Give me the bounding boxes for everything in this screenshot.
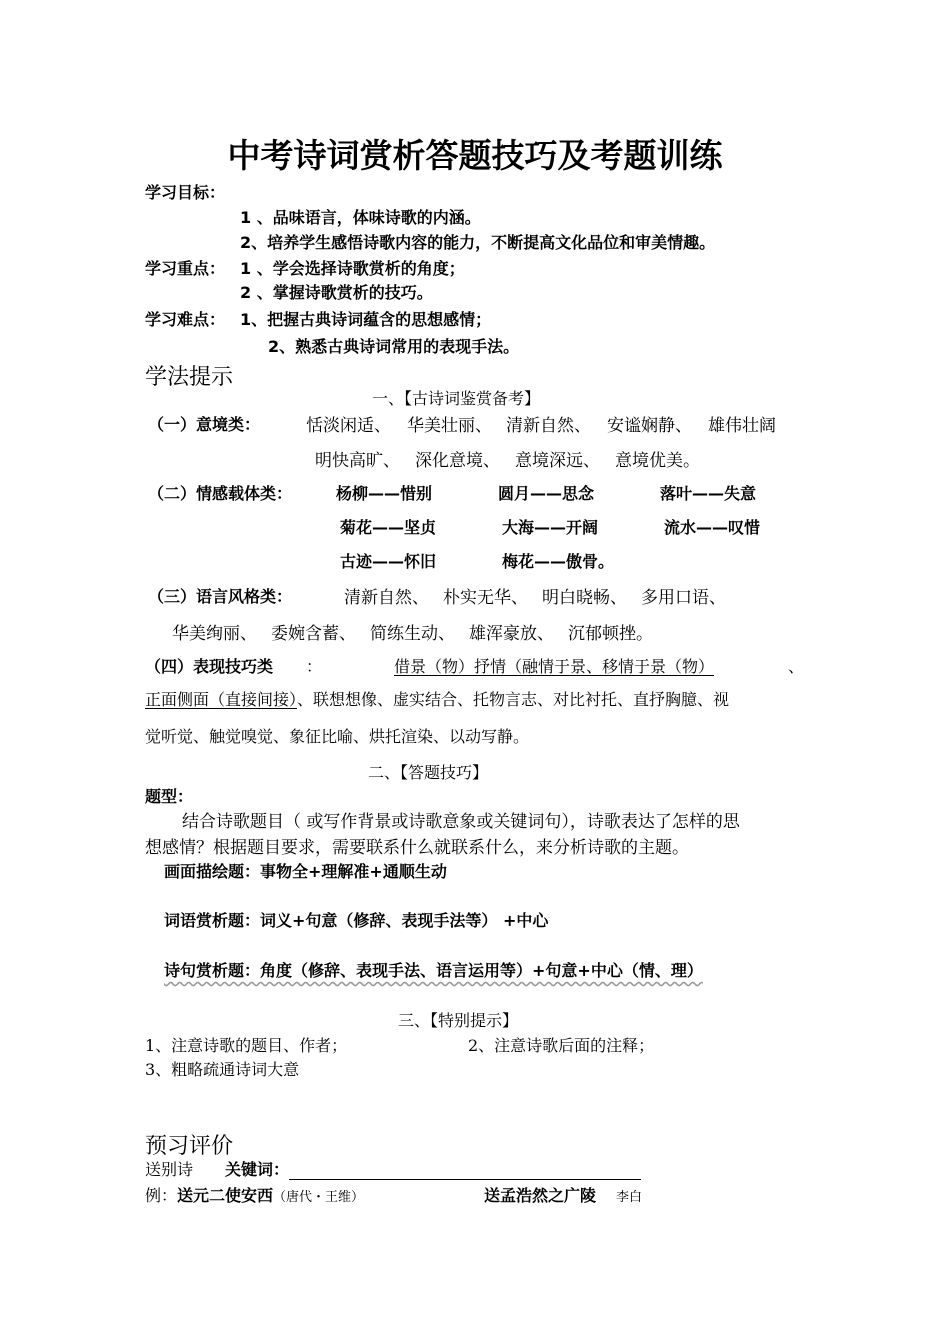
- cat3-term: 清新自然、: [344, 588, 429, 608]
- difficulty-item-1: 1、把握古典诗词蕴含的思想感情；: [240, 310, 492, 329]
- cat1-term: 雄伟壮阔: [708, 416, 776, 436]
- cat2-pair: 梅花——傲骨。: [502, 552, 615, 571]
- cat2-pair: 落叶——失意: [660, 484, 757, 503]
- cat4-technique-underlined: 借景（物）抒情（融情于景、移情于景（物）: [394, 657, 715, 676]
- cat3-term: 雄浑豪放、: [469, 624, 554, 644]
- focus-label: 学习重点：: [145, 259, 226, 278]
- cat4-line3: 觉听觉、触觉嗅觉、象征比喻、烘托渲染、以动写静。: [145, 727, 530, 746]
- formula-line: 诗句赏析题：角度（修辞、表现手法、语言运用等）+句意+中心（情、理）: [164, 961, 703, 980]
- cat4-rest: 、联想想像、虚实结合、托物言志、对比衬托、直抒胸臆、视: [297, 690, 730, 709]
- cat2-pair: 菊花——坚贞: [340, 518, 437, 537]
- example-row-2: [484, 1183, 642, 1206]
- cat2-pair: 大海——开阔: [502, 518, 599, 537]
- cat2-pair: 流水——叹惜: [664, 518, 761, 537]
- cat2-pair: 古迹——怀旧: [340, 552, 437, 571]
- cat4-line2: [145, 687, 729, 710]
- cat3-term: 朴实无华、: [443, 588, 528, 608]
- method-heading: 学法提示: [145, 365, 234, 390]
- question-type-label: 题型：: [145, 787, 194, 806]
- cat3-line1: [344, 583, 726, 608]
- cat1-term: 意境深远、: [515, 451, 600, 471]
- cat4-colon: ：: [306, 657, 323, 676]
- cat2-pair: 杨柳——惜别: [336, 484, 433, 503]
- cat1-term: 明快高旷、: [315, 451, 400, 471]
- cat4-label: （四）表现技巧类: [145, 657, 274, 676]
- poem-author: 李白: [616, 1190, 643, 1205]
- cat1-term: 清新自然、: [506, 416, 591, 436]
- example-prefix: 例：: [145, 1186, 178, 1205]
- goals-label: 学习目标：: [145, 183, 226, 202]
- poem-author: （唐代・王维）: [273, 1190, 365, 1205]
- cat1-term: 恬淡闲适、: [306, 416, 391, 436]
- tip-item: 1、注意诗歌的题目、作者；: [145, 1036, 348, 1055]
- cat3-line2: [172, 619, 653, 644]
- cat3-label: （三）语言风格类：: [148, 587, 293, 606]
- cat3-term: 委婉含蓄、: [271, 624, 356, 644]
- keyword-label: 关键词：: [225, 1160, 290, 1179]
- section2-heading: 二、【答题技巧】: [368, 763, 489, 782]
- cat2-label: （二）情感载体类：: [148, 484, 293, 503]
- cat1-term: 意境优美。: [615, 451, 700, 471]
- cat2-pair: 圆月——思念: [498, 484, 595, 503]
- goal-item-2: 2、培养学生感悟诗歌内容的能力，不断提高文化品位和审美情趣。: [240, 233, 716, 252]
- cat1-label: （一）意境类：: [148, 415, 261, 434]
- formula-picture: 画面描绘题：事物全+理解准+通顺生动: [164, 862, 447, 881]
- page-title: 中考诗词赏析答题技巧及考题训练: [227, 136, 723, 175]
- section1-heading: 一、【古诗词鉴赏备考】: [372, 389, 541, 408]
- difficulty-item-2: 2、熟悉古典诗词常用的表现手法。: [268, 337, 520, 356]
- goal-item-1: 1 、品味语言，体味诗歌的内涵。: [240, 208, 481, 227]
- cat1-term: 安谧娴静、: [607, 416, 692, 436]
- formula-word: 词语赏析题：词义+句意（修辞、表现手法等） +中心: [164, 911, 549, 930]
- poem-title: 送孟浩然之广陵: [484, 1186, 597, 1205]
- cat3-term: 华美绚丽、: [172, 624, 257, 644]
- focus-item-1: 1 、学会选择诗歌赏析的角度；: [240, 259, 465, 278]
- focus-item-2: 2 、掌握诗歌赏析的技巧。: [240, 283, 433, 302]
- cat1-line1: [306, 411, 776, 436]
- difficulty-label: 学习难点：: [145, 310, 226, 329]
- cat3-term: 明白晓畅、: [542, 588, 627, 608]
- genre-label: 送别诗: [145, 1160, 194, 1179]
- type-paragraph-line1: 结合诗歌题目（ 或写作背景或诗歌意象或关键词句），诗歌表达了怎样的思: [182, 812, 740, 832]
- section3-heading: 三、【特别提示】: [398, 1011, 519, 1030]
- preview-heading: 预习评价: [145, 1134, 234, 1159]
- cat4-separator: 、: [788, 657, 805, 676]
- keyword-blank[interactable]: [289, 1159, 641, 1180]
- tip-item: 2、注意诗歌后面的注释；: [468, 1036, 655, 1055]
- cat1-term: 华美壮丽、: [407, 416, 492, 436]
- cat3-term: 多用口语、: [641, 588, 726, 608]
- example-row: [145, 1183, 364, 1206]
- poem-title: 送元二使安西: [177, 1186, 274, 1205]
- cat1-line2: [315, 446, 700, 471]
- cat4-technique-underlined: 正面侧面（直接间接）: [145, 690, 298, 709]
- type-paragraph-line2: 想感情？根据题目要求，需要联系什么就联系什么，来分析诗歌的主题。: [145, 838, 689, 858]
- cat3-term: 简练生动、: [370, 624, 455, 644]
- preview-row: [145, 1157, 641, 1180]
- cat1-term: 深化意境、: [415, 451, 500, 471]
- tip-item: 3、粗略疏通诗词大意: [145, 1060, 300, 1079]
- cat3-term: 沉郁顿挫。: [568, 624, 653, 644]
